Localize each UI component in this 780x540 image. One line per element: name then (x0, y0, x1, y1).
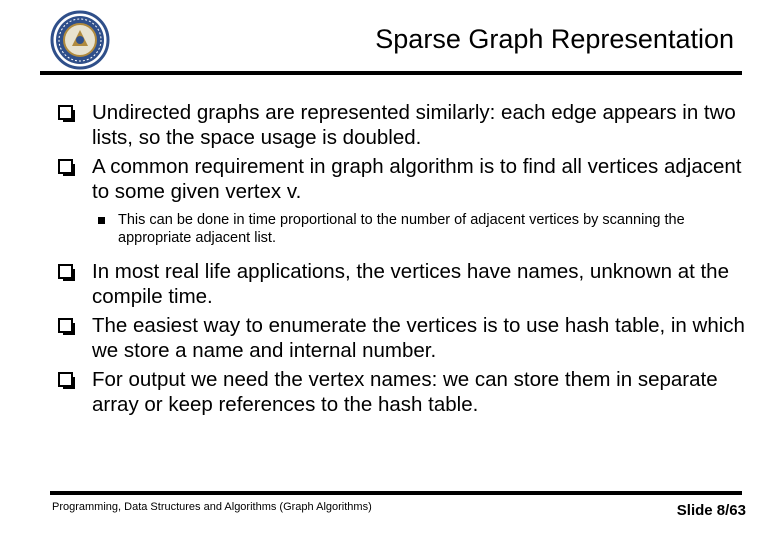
bullet-box-icon (58, 264, 73, 279)
bullet-text: In most real life applications, the vertices have names, unknown at the compile time. (92, 260, 729, 308)
bullet-item (58, 100, 748, 150)
sub-bullet-text: This can be done in time proportional to the number of adjacent vertices by scanning the appropriate adjacent list. (118, 212, 685, 246)
bullet-text: The easiest way to enumerate the vertices is to use hash table, in which we store a name and internal number. (92, 314, 745, 362)
footer-course-title: Programming, Data Structures and Algorithms (Graph Algorithms) (52, 501, 372, 513)
sub-bullet-item (92, 211, 748, 247)
sub-bullet-square-icon (98, 217, 105, 224)
bullet-item (58, 154, 748, 204)
bullet-item (58, 367, 748, 417)
bullet-item (58, 313, 748, 363)
university-seal-logo (50, 10, 110, 70)
bullet-text: For output we need the vertex names: we can store them in separate array or keep references to the hash table. (92, 368, 718, 416)
footer-divider (50, 491, 742, 495)
bullet-box-icon (58, 372, 73, 387)
bullet-text: Undirected graphs are represented similarly: each edge appears in two lists, so the space usage is doubled. (92, 101, 736, 149)
slide-body (58, 100, 748, 421)
bullet-box-icon (58, 318, 73, 333)
bullet-text: A common requirement in graph algorithm is to find all vertices adjacent to some given vertex v. (92, 155, 742, 203)
bullet-box-icon (58, 105, 73, 120)
bullet-box-icon (58, 159, 73, 174)
slide-number: Slide 8/63 (676, 502, 746, 519)
slide-title: Sparse Graph Representation (375, 24, 734, 54)
bullet-item (58, 259, 748, 309)
title-divider (40, 71, 742, 75)
